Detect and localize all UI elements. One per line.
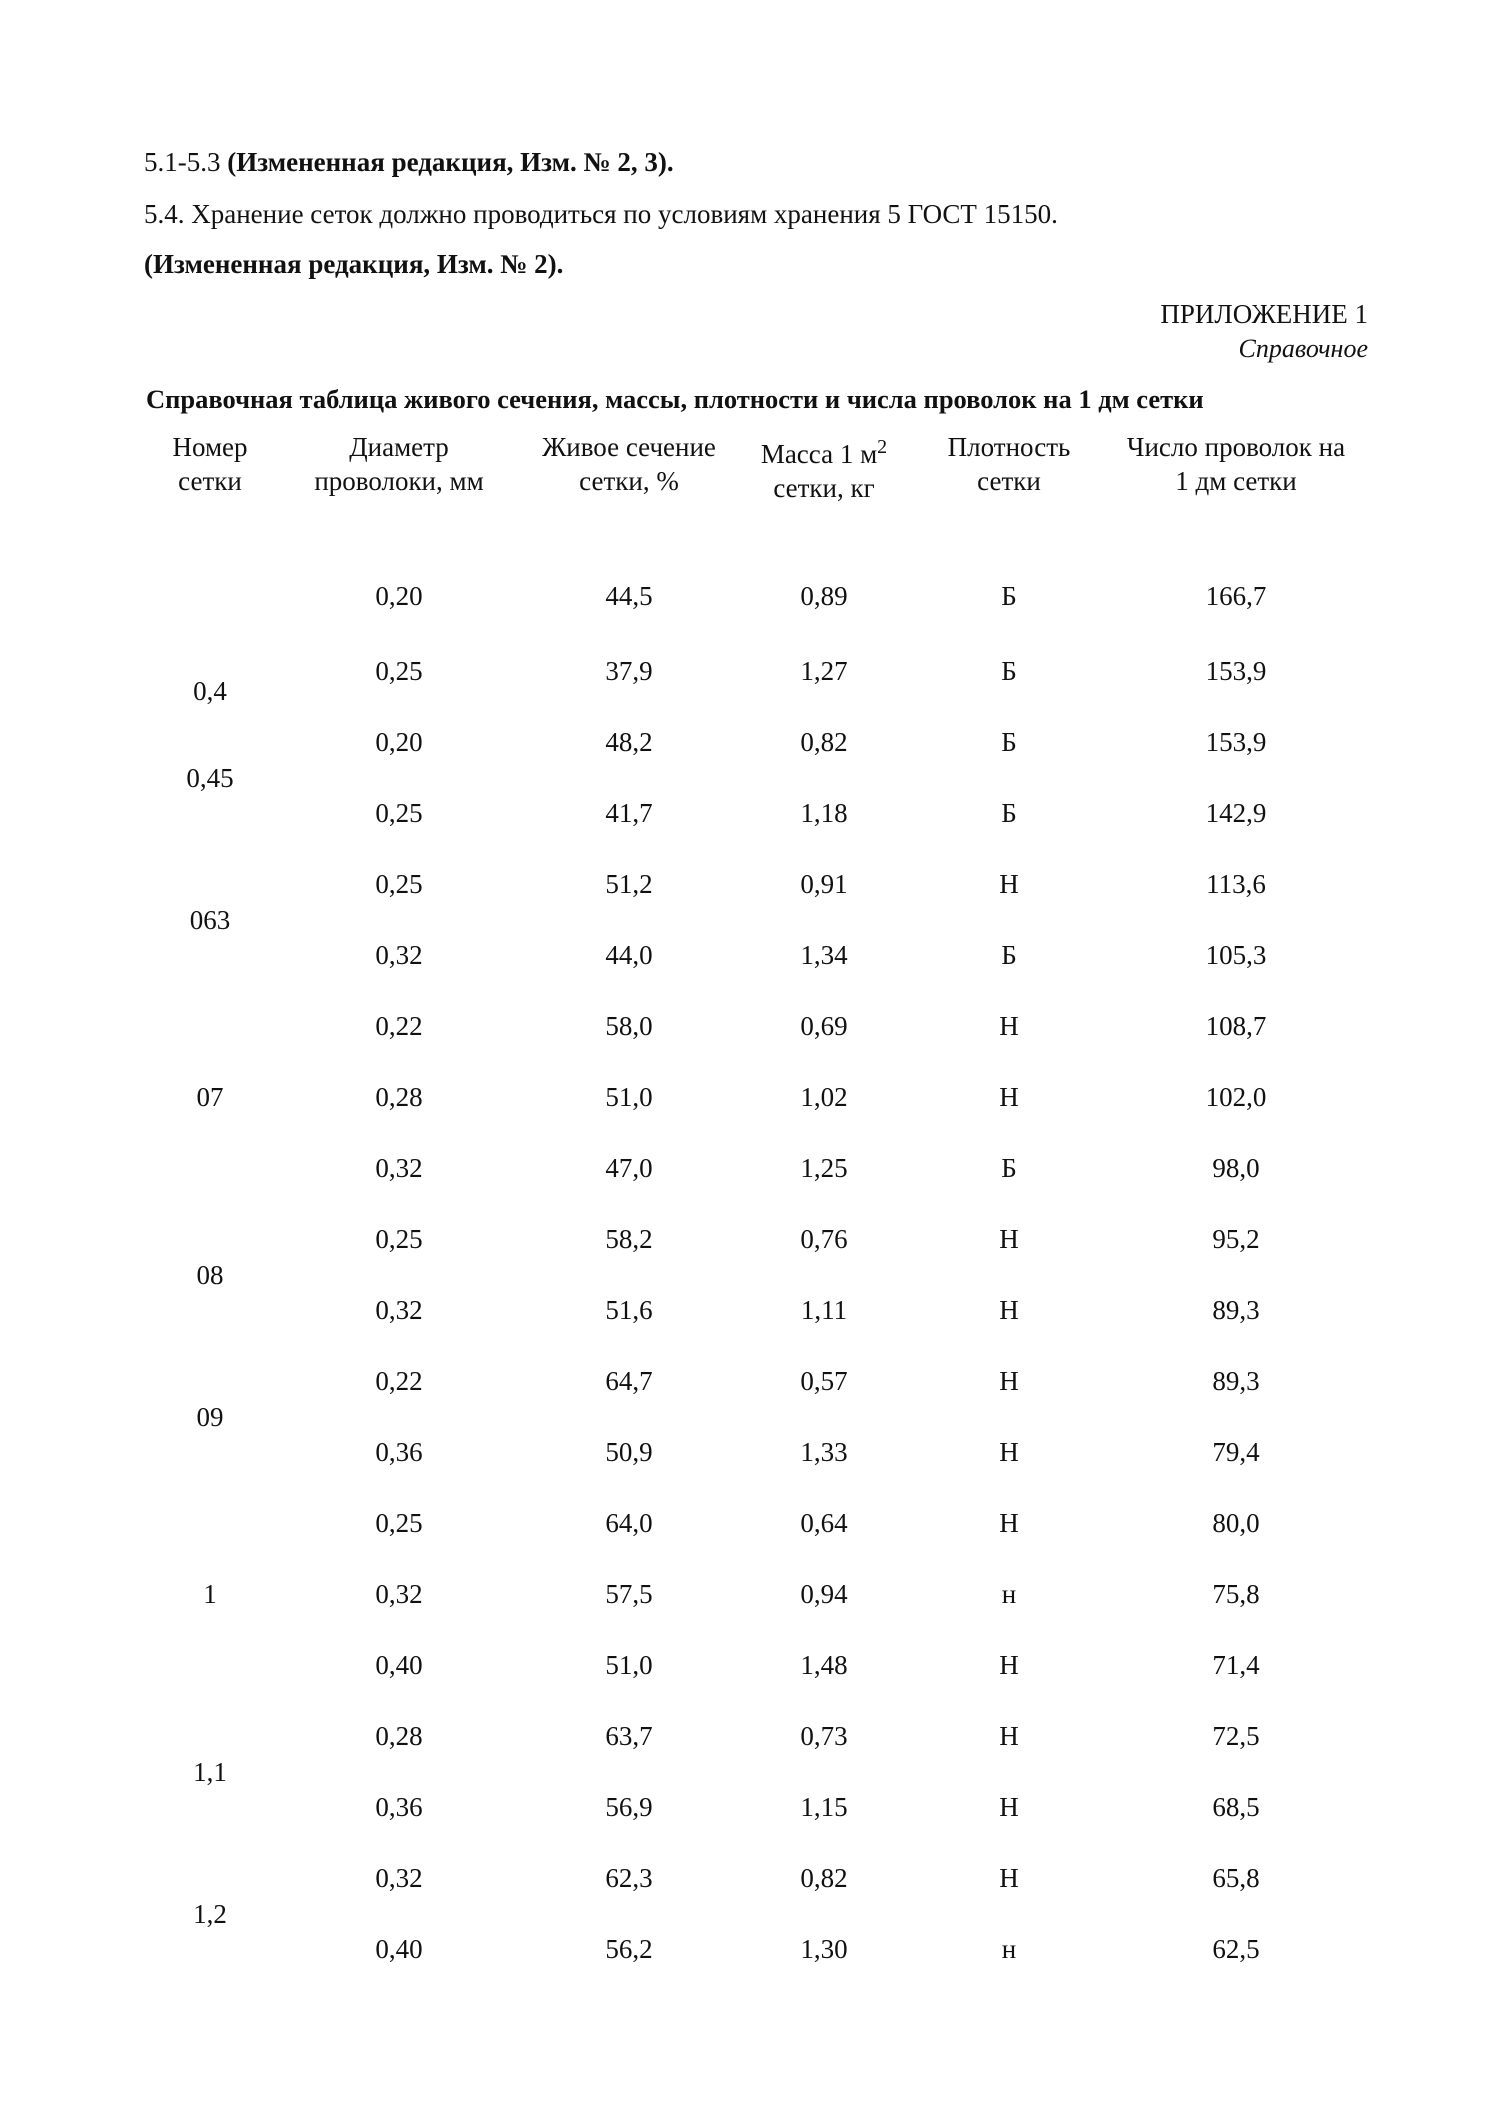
cell-density: Н xyxy=(999,1082,1019,1112)
cell-density: Н xyxy=(999,1437,1019,1467)
cell-wire-diameter: 0,32 xyxy=(375,940,423,970)
appendix-title: ПРИЛОЖЕНИЕ 1 xyxy=(1160,299,1368,329)
cell-mass: 1,48 xyxy=(800,1650,848,1680)
cell-wire-diameter: 0,40 xyxy=(375,1650,423,1680)
cell-density: Н xyxy=(999,1721,1019,1751)
cell-wire-diameter: 0,20 xyxy=(375,581,423,611)
cell-density: Б xyxy=(1001,798,1017,828)
cell-open-area: 51,0 xyxy=(605,1082,653,1112)
cell-wire-diameter: 0,25 xyxy=(375,869,423,899)
header-open-area: Живое сечение сетки, % xyxy=(542,432,716,496)
cell-density: Н xyxy=(999,1295,1019,1325)
cell-open-area: 56,9 xyxy=(605,1792,653,1822)
table-row xyxy=(140,1062,1362,1133)
cell-density: Н xyxy=(999,1650,1019,1680)
cell-wire-diameter: 0,25 xyxy=(375,1508,423,1538)
header-wire-diameter: Диаметр проволоки, мм xyxy=(314,432,484,496)
clause-ref: 5.1-5.3 xyxy=(144,147,228,177)
cell-density: н xyxy=(1001,1579,1017,1609)
table-row xyxy=(140,1559,1362,1630)
cell-mass: 0,82 xyxy=(800,727,848,757)
cell-density: Б xyxy=(1001,581,1017,611)
cell-wire-diameter: 0,36 xyxy=(375,1437,423,1467)
table-row xyxy=(140,1630,1362,1701)
header-wire-count: Число проволок на 1 дм сетки xyxy=(1126,432,1346,496)
cell-mass: 1,18 xyxy=(800,798,848,828)
cell-density: Б xyxy=(1001,727,1017,757)
cell-wire-diameter: 0,25 xyxy=(375,798,423,828)
cell-wire-diameter: 0,28 xyxy=(375,1721,423,1751)
header-mass: Масса 1 $м^2$ сетки, кг xyxy=(760,436,888,503)
cell-wire-diameter: 0,32 xyxy=(375,1579,423,1609)
cell-mass: 0,73 xyxy=(800,1721,848,1751)
appendix-subtitle: Справочное xyxy=(1238,334,1368,363)
cell-wire-count: 153,9 xyxy=(1205,656,1267,686)
cell-mesh-number: 09 xyxy=(196,1401,224,1432)
text-line-amendment-5-4 xyxy=(144,246,563,282)
cell-mass: 1,34 xyxy=(800,940,848,970)
cell-wire-diameter: 0,28 xyxy=(375,1082,423,1112)
table-title: Справочная таблица живого сечения, массы, плотности и числа проволок на 1 дм сетки xyxy=(146,384,1204,414)
cell-mass: 1,15 xyxy=(800,1792,848,1822)
cell-mass: 0,82 xyxy=(800,1863,848,1893)
cell-open-area: 44,0 xyxy=(605,940,653,970)
cell-open-area: 51,6 xyxy=(605,1295,653,1325)
table-row xyxy=(140,1843,1362,1914)
cell-mesh-number: 07 xyxy=(196,1082,224,1112)
cell-density: н xyxy=(1001,1934,1017,1964)
cell-wire-diameter: 0,32 xyxy=(375,1295,423,1325)
cell-wire-count: 142,9 xyxy=(1205,798,1267,828)
table-row xyxy=(140,1133,1362,1204)
cell-wire-count: 95,2 xyxy=(1212,1224,1260,1254)
table-row xyxy=(140,1417,1362,1488)
cell-density: Б xyxy=(1001,656,1017,686)
cell-open-area: 47,0 xyxy=(605,1153,653,1183)
cell-wire-count: 80,0 xyxy=(1212,1508,1260,1538)
cell-mesh-number: 063 xyxy=(189,904,231,935)
cell-mesh-number: 1 xyxy=(203,1579,217,1609)
table-row xyxy=(140,849,1362,920)
cell-wire-diameter: 0,20 xyxy=(375,727,423,757)
table-row xyxy=(140,920,1362,991)
cell-open-area: 64,7 xyxy=(605,1366,653,1396)
table-row xyxy=(140,1275,1362,1346)
table-row xyxy=(140,1488,1362,1559)
cell-wire-count: 75,8 xyxy=(1212,1579,1260,1609)
cell-wire-diameter: 0,22 xyxy=(375,1366,423,1396)
cell-mesh-number: 0,4 xyxy=(193,676,227,706)
table-body xyxy=(140,516,1362,1985)
cell-open-area: 51,0 xyxy=(605,1650,653,1680)
cell-mass: 1,33 xyxy=(800,1437,848,1467)
cell-mass: 1,30 xyxy=(800,1934,848,1964)
table-row xyxy=(140,1204,1362,1275)
cell-mesh-number: 1,1 xyxy=(193,1756,227,1787)
cell-mass: 1,27 xyxy=(800,656,848,686)
cell-wire-count: 65,8 xyxy=(1212,1863,1260,1893)
table-row xyxy=(140,516,1362,636)
text-line-amendment-5-1 xyxy=(144,144,674,180)
cell-wire-count: 68,5 xyxy=(1212,1792,1260,1822)
cell-wire-count: 71,4 xyxy=(1212,1650,1260,1680)
table-row xyxy=(140,1701,1362,1772)
cell-mass: 0,64 xyxy=(800,1508,848,1538)
cell-wire-diameter: 0,36 xyxy=(375,1792,423,1822)
cell-mesh-number: 1,2 xyxy=(193,1898,227,1929)
cell-wire-diameter: 0,32 xyxy=(375,1153,423,1183)
text-line-clause-5-4: 5.4. Хранение сеток должно проводиться по условиям хранения 5 ГОСТ 15150. xyxy=(144,199,1058,229)
cell-mesh-number: 08 xyxy=(196,1259,224,1290)
cell-open-area: 64,0 xyxy=(605,1508,653,1538)
cell-mass: 0,94 xyxy=(800,1579,848,1609)
cell-mass: 0,69 xyxy=(800,1011,848,1041)
table-row xyxy=(140,1346,1362,1417)
cell-density: Н xyxy=(999,1224,1019,1254)
cell-wire-count: 89,3 xyxy=(1212,1295,1260,1325)
cell-open-area: 41,7 xyxy=(605,798,653,828)
cell-open-area: 56,2 xyxy=(605,1934,653,1964)
table-row xyxy=(140,636,1362,707)
cell-mass: 1,11 xyxy=(800,1295,848,1325)
cell-mesh-number: 0,45 xyxy=(186,762,234,793)
cell-density: Н xyxy=(999,1508,1019,1538)
amendment-note: (Измененная редакция, Изм. № 2, 3). xyxy=(227,147,674,177)
cell-mass: 1,02 xyxy=(800,1082,848,1112)
cell-wire-diameter: 0,25 xyxy=(375,656,423,686)
cell-wire-count: 153,9 xyxy=(1205,727,1267,757)
cell-mass: 0,57 xyxy=(800,1366,848,1396)
cell-wire-count: 113,6 xyxy=(1206,869,1266,899)
table-row xyxy=(140,991,1362,1062)
cell-wire-count: 89,3 xyxy=(1212,1366,1260,1396)
cell-wire-diameter: 0,40 xyxy=(375,1934,423,1964)
cell-wire-count: 98,0 xyxy=(1212,1153,1260,1183)
table-row xyxy=(140,1914,1362,1985)
cell-wire-diameter: 0,32 xyxy=(375,1863,423,1893)
cell-mass: 0,89 xyxy=(800,581,848,611)
amendment-note: (Измененная редакция, Изм. № 2). xyxy=(144,249,564,279)
cell-open-area: 63,7 xyxy=(605,1721,653,1751)
header-mesh-number: Номер сетки xyxy=(172,432,248,496)
cell-open-area: 62,3 xyxy=(605,1863,653,1893)
cell-density: Н xyxy=(999,1366,1019,1396)
cell-density: Б xyxy=(1001,1153,1017,1183)
cell-open-area: 37,9 xyxy=(605,656,653,686)
cell-open-area: 44,5 xyxy=(605,581,653,611)
cell-open-area: 58,0 xyxy=(605,1011,653,1041)
cell-wire-count: 166,7 xyxy=(1205,581,1267,611)
cell-open-area: 48,2 xyxy=(605,727,653,757)
cell-mass: 0,76 xyxy=(800,1224,848,1254)
cell-mass: 0,91 xyxy=(800,869,848,899)
cell-wire-count: 108,7 xyxy=(1205,1011,1267,1041)
cell-wire-count: 79,4 xyxy=(1212,1437,1260,1467)
header-density: Плотность сетки xyxy=(947,432,1071,496)
cell-open-area: 58,2 xyxy=(605,1224,653,1254)
cell-open-area: 51,2 xyxy=(605,869,653,899)
cell-wire-count: 105,3 xyxy=(1205,940,1267,970)
cell-density: Б xyxy=(1001,940,1017,970)
cell-density: Н xyxy=(999,1011,1019,1041)
cell-wire-count: 62,5 xyxy=(1212,1934,1260,1964)
cell-mass: 1,25 xyxy=(800,1153,848,1183)
table-row xyxy=(140,707,1362,778)
cell-wire-diameter: 0,25 xyxy=(375,1224,423,1254)
table-header-row xyxy=(140,430,1362,516)
reference-table xyxy=(140,430,1362,1985)
cell-density: Н xyxy=(999,869,1019,899)
cell-open-area: 50,9 xyxy=(605,1437,653,1467)
cell-open-area: 57,5 xyxy=(605,1579,653,1609)
cell-wire-count: 72,5 xyxy=(1212,1721,1260,1751)
table-row xyxy=(140,1772,1362,1843)
cell-density: Н xyxy=(999,1792,1019,1822)
table-row xyxy=(140,778,1362,849)
cell-wire-count: 102,0 xyxy=(1205,1082,1267,1112)
cell-density: Н xyxy=(999,1863,1019,1893)
cell-wire-diameter: 0,22 xyxy=(375,1011,423,1041)
